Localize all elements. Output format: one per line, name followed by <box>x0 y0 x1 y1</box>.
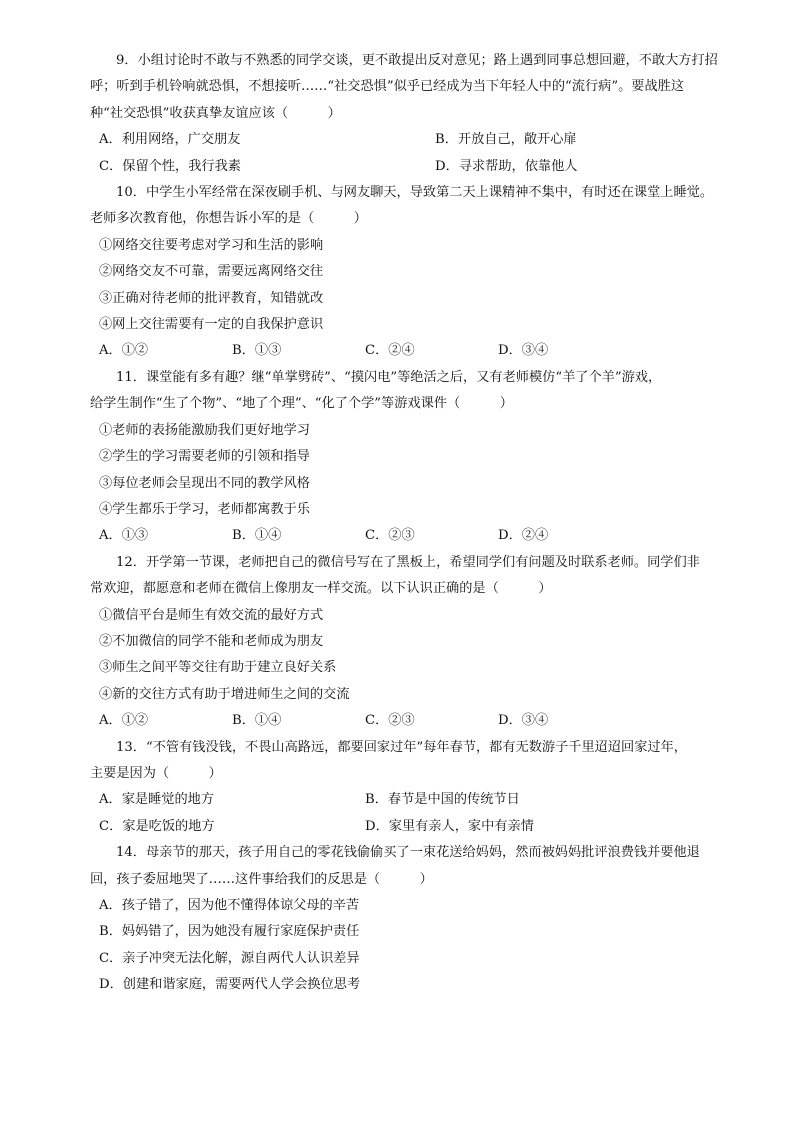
option-b: B．妈妈错了，因为她没有履行家庭保护责任 <box>99 924 360 940</box>
option-a: A．利用网络，广交朋友 <box>99 132 241 148</box>
question-text-line: 呼；听到手机铃响就恐惧，不想接听……“社交恐惧”似乎已经成为当下年轻人中的“流行病”。要战胜这 <box>90 79 685 95</box>
statement-item: ②不加微信的同学不能和老师成为朋友 <box>99 633 324 649</box>
statement-item: ③正确对待老师的批评教育，知错就改 <box>99 290 324 306</box>
statement-item: ①微信平台是师生有效交流的最好方式 <box>99 607 324 623</box>
question-text-line: 回，孩子委屈地哭了……这件事给我们的反思是（ ） <box>90 871 433 887</box>
question-text-line: 11．课堂能有多有趣？继“单掌劈砖”、“摸闪电”等绝活之后，又有老师模仿“羊了个羊”游戏， <box>116 369 662 385</box>
option-a: A．孩子错了，因为他不懂得体谅父母的辛苦 <box>99 898 360 913</box>
exam-page <box>0 48 794 999</box>
option-b: B．春节是中国的传统节日 <box>365 792 520 808</box>
statement-item: ②网络交友不可靠，需要远离网络交往 <box>99 264 324 280</box>
question-text-line: 9．小组讨论时不敢与不熟悉的同学交谈，更不敢提出反对意见；路上遇到同事总想回避，不敢大方打招 <box>116 53 718 68</box>
option-a: A．①② <box>99 713 149 729</box>
option-row <box>0 127 794 153</box>
question-10 <box>0 180 794 365</box>
option-a: A．①② <box>99 343 149 359</box>
option-c: C．亲子冲突无法化解，源自两代人认识差异 <box>99 950 360 966</box>
option-c: C．保留个性，我行我素 <box>99 158 241 174</box>
option-row <box>0 154 794 180</box>
option-c: C．家是吃饭的地方 <box>99 818 215 834</box>
option-b: B．①③ <box>232 343 282 359</box>
statement-item: ①网络交往要考虑对学习和生活的影响 <box>99 237 324 253</box>
statement-item: ②学生的学习需要老师的引领和指导 <box>99 449 310 465</box>
option-c: C．②④ <box>365 343 415 359</box>
option-d: D．家里有亲人，家中有亲情 <box>365 818 534 834</box>
statement-item: ③师生之间平等交往有助于建立良好关系 <box>99 660 337 676</box>
statement-item: ④网上交往需要有一定的自我保护意识 <box>99 317 324 333</box>
option-row <box>0 523 794 549</box>
option-d: D．创建和谐家庭，需要两代人学会换位思考 <box>99 977 361 993</box>
question-text-line: 14．母亲节的那天，孩子用自己的零花钱偷偷买了一束花送给妈妈，然而被妈妈批评浪费钱并要他退 <box>116 845 700 861</box>
question-13 <box>0 735 794 841</box>
option-row <box>0 814 794 840</box>
statement-item: ④学生都乐于学习，老师都寓教于乐 <box>99 501 310 517</box>
option-row <box>0 338 794 364</box>
option-d: D．②④ <box>498 528 549 544</box>
option-c: C．②③ <box>365 528 415 544</box>
option-a: A．家是睡觉的地方 <box>99 792 215 808</box>
question-text-line: 种“社交恐惧”收获真挚友谊应该（ ） <box>90 105 341 121</box>
question-text-line: 常欢迎，都愿意和老师在微信上像朋友一样交流。以下认识正确的是（ ） <box>90 581 552 597</box>
statement-item: ①老师的表扬能激励我们更好地学习 <box>99 422 310 438</box>
option-c: C．②③ <box>365 713 415 729</box>
option-b: B．开放自己，敞开心扉 <box>435 132 577 148</box>
statement-item: ③每位老师会呈现出不同的教学风格 <box>99 475 310 491</box>
option-d: D．寻求帮助，依靠他人 <box>435 158 578 174</box>
option-b: B．①④ <box>232 713 282 729</box>
option-row <box>0 708 794 734</box>
question-text-line: 给学生制作“生了个物”、“地了个理”、“化了个学”等游戏课件（ ） <box>90 396 513 412</box>
option-b: B．①④ <box>232 528 282 544</box>
question-text-line: 老师多次教育他，你想告诉小军的是（ ） <box>90 211 367 227</box>
question-text-line: 12．开学第一节课，老师把自己的微信号写在了黑板上，希望同学们有问题及时联系老师。同学们非 <box>116 554 700 570</box>
question-9 <box>0 48 794 180</box>
question-text-line: 10．中学生小军经常在深夜刷手机、与网友聊天，导致第二天上课精神不集中，有时还在课堂上睡觉。 <box>116 185 714 201</box>
question-14 <box>0 840 794 998</box>
question-text-line: 主要是因为（ ） <box>90 765 222 781</box>
question-text-line: 13．“不管有钱没钱，不畏山高路远，都要回家过年”每年春节，都有无数游子千里迢迢回家过年， <box>116 739 687 755</box>
option-a: A．①③ <box>99 528 149 544</box>
option-d: D．③④ <box>498 713 549 729</box>
question-12 <box>0 550 794 735</box>
option-d: D．③④ <box>498 343 549 359</box>
statement-item: ④新的交往方式有助于增进师生之间的交流 <box>99 686 350 702</box>
option-row <box>0 787 794 813</box>
question-11 <box>0 365 794 550</box>
